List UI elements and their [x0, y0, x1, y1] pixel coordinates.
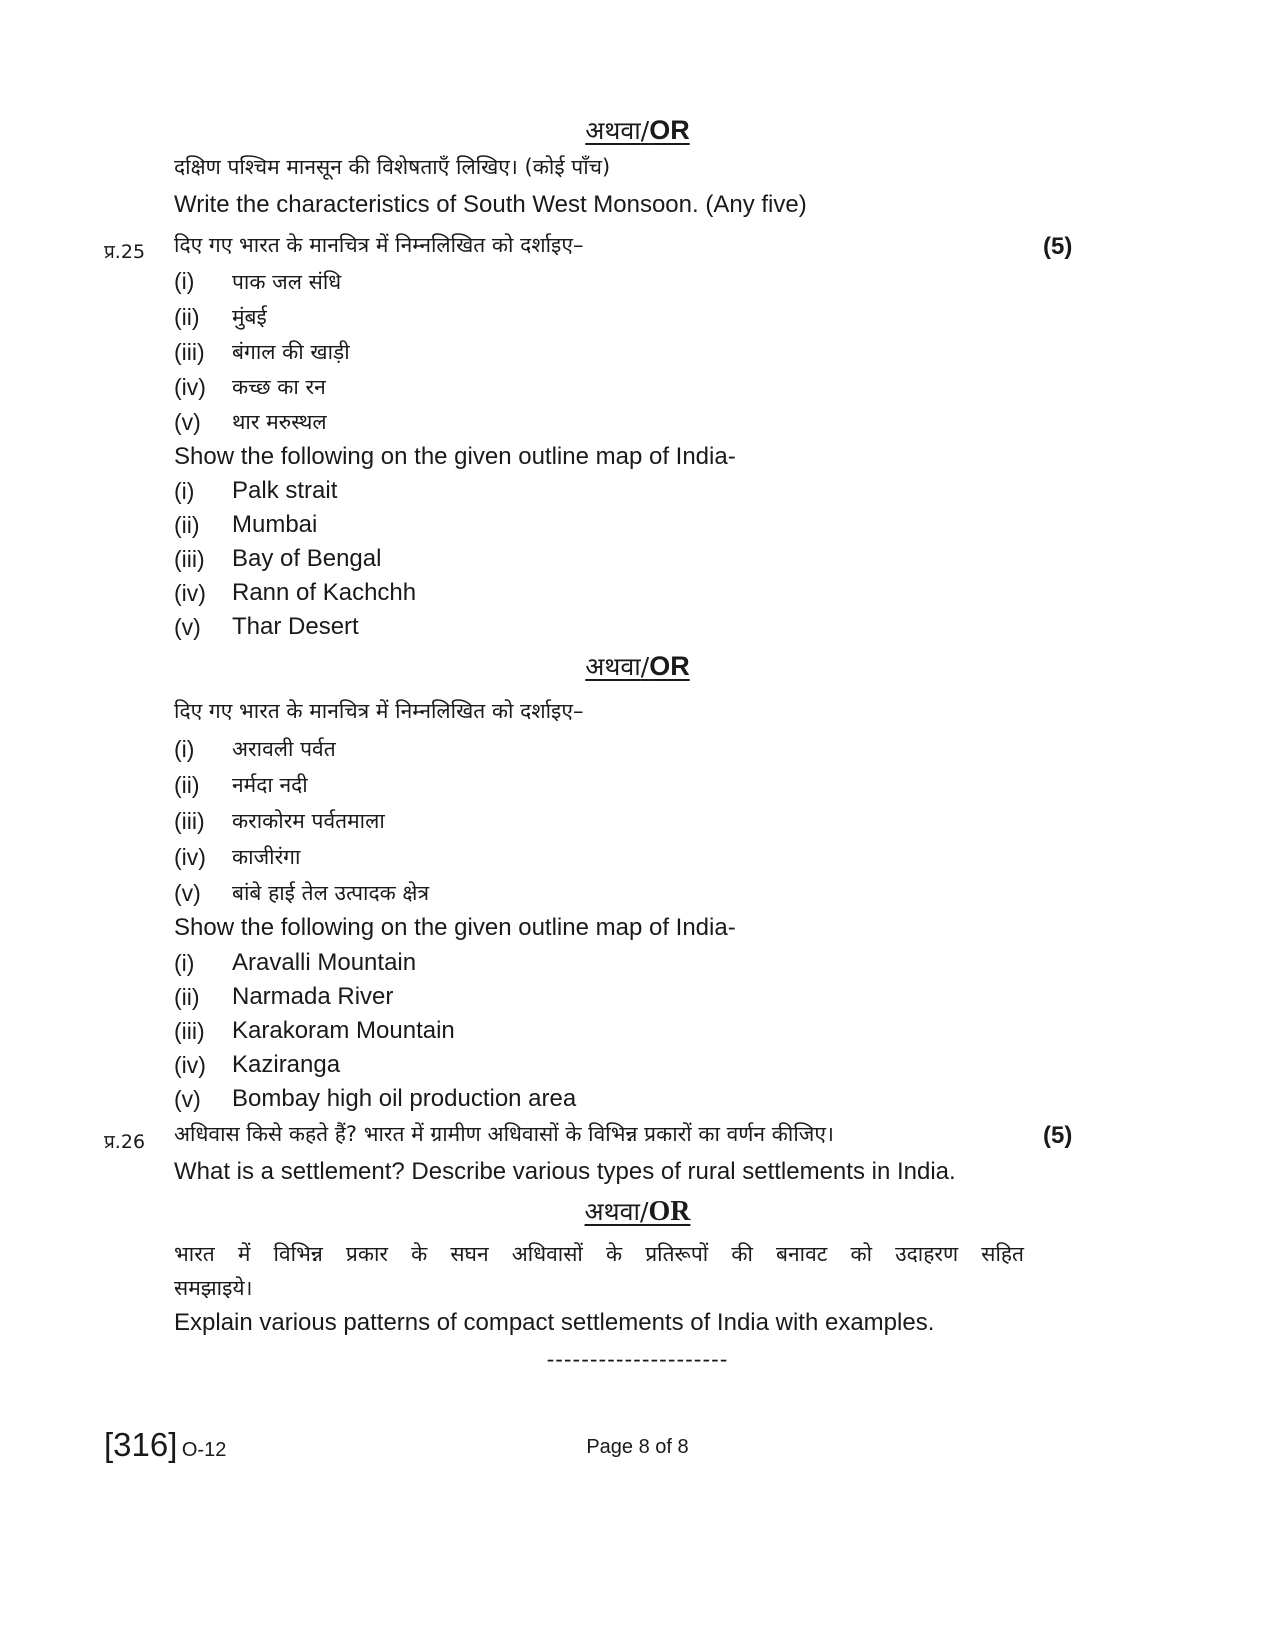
item-number: (iii)	[174, 1018, 205, 1044]
item-number: (iii)	[174, 808, 205, 834]
list-item: Palk strait	[232, 477, 338, 504]
list-item: Bombay high oil production area	[232, 1085, 577, 1112]
list-item: बंगाल की खाड़ी	[232, 340, 350, 364]
list-item: Kaziranga	[232, 1051, 341, 1078]
question-number: प्र.26	[104, 1131, 146, 1153]
or-heading: अथवा/OR	[584, 1196, 691, 1227]
list-item: कराकोरम पर्वतमाला	[232, 809, 385, 833]
item-number: (iv)	[174, 844, 206, 870]
question-text-english: What is a settlement? Describe various types of rural settlements in India.	[174, 1158, 956, 1185]
list-item: बांबे हाई तेल उत्पादक क्षेत्र	[232, 881, 430, 905]
subject-code: [316]	[104, 1426, 178, 1463]
list-item: Aravalli Mountain	[232, 949, 417, 976]
list-item: Mumbai	[232, 511, 318, 538]
item-number: (v)	[174, 1086, 201, 1112]
list-item: Rann of Kachchh	[232, 579, 417, 606]
list-item: Bay of Bengal	[232, 545, 382, 572]
item-number: (v)	[174, 614, 201, 640]
list-item: काजीरंगा	[232, 845, 301, 869]
question-text-hindi: अधिवास किसे कहते हैं? भारत में ग्रामीण अधिवासों के विभिन्न प्रकारों का वर्णन कीजिए।	[174, 1122, 834, 1146]
list-item: पाक जल संधि	[232, 270, 342, 294]
question-text-english: Show the following on the given outline map of India-	[174, 914, 736, 941]
list-item: कच्छ का रन	[232, 375, 326, 399]
item-number: (v)	[174, 880, 201, 906]
item-number: (v)	[174, 409, 201, 435]
item-number: (i)	[174, 268, 195, 294]
question-text-hindi: दिए गए भारत के मानचित्र में निम्नलिखित को दर्शाइए–	[174, 699, 584, 723]
list-item: थार मरुस्थल	[232, 410, 327, 434]
list-item: Thar Desert	[232, 613, 359, 640]
list-item: मुंबई	[232, 305, 267, 329]
item-number: (iii)	[174, 546, 205, 572]
list-item: नर्मदा नदी	[232, 773, 308, 797]
item-number: (i)	[174, 950, 195, 976]
item-number: (iv)	[174, 374, 206, 400]
item-number: (iv)	[174, 1052, 206, 1078]
item-number: (ii)	[174, 772, 200, 798]
item-number: (ii)	[174, 984, 200, 1010]
marks-label: (5)	[1043, 1122, 1073, 1149]
question-text-english: Write the characteristics of South West Monsoon. (Any five)	[174, 191, 807, 218]
question-text-hindi: दिए गए भारत के मानचित्र में निम्नलिखित को दर्शाइए–	[174, 233, 584, 257]
question-text-hindi: दक्षिण पश्चिम मानसून की विशेषताएँ लिखिए। (कोई पाँच)	[174, 155, 611, 179]
item-number: (i)	[174, 478, 195, 504]
item-number: (ii)	[174, 512, 200, 538]
end-rule: ---------------------	[546, 1346, 729, 1372]
question-text-english: Explain various patterns of compact settlements of India with examples.	[174, 1309, 935, 1336]
list-item: Narmada River	[232, 983, 394, 1010]
or-heading: अथवा/OR	[585, 651, 690, 681]
list-item: Karakoram Mountain	[232, 1017, 455, 1044]
or-heading: अथवा/OR	[585, 115, 690, 145]
question-text-hindi: भारत में विभिन्न प्रकार के सघन अधिवासों के प्रतिरूपों की बनावट को उदाहरण सहित	[174, 1242, 1024, 1266]
item-number: (iii)	[174, 339, 205, 365]
question-number: प्र.25	[104, 241, 146, 263]
item-number: (ii)	[174, 304, 200, 330]
page-number: Page 8 of 8	[586, 1436, 689, 1458]
item-number: (i)	[174, 736, 195, 762]
marks-label: (5)	[1043, 233, 1073, 260]
item-number: (iv)	[174, 580, 206, 606]
question-text-english: Show the following on the given outline map of India-	[174, 443, 736, 470]
question-text-hindi-continued: समझाइये।	[174, 1276, 253, 1300]
list-item: अरावली पर्वत	[232, 737, 336, 761]
set-code: O-12	[181, 1439, 227, 1461]
